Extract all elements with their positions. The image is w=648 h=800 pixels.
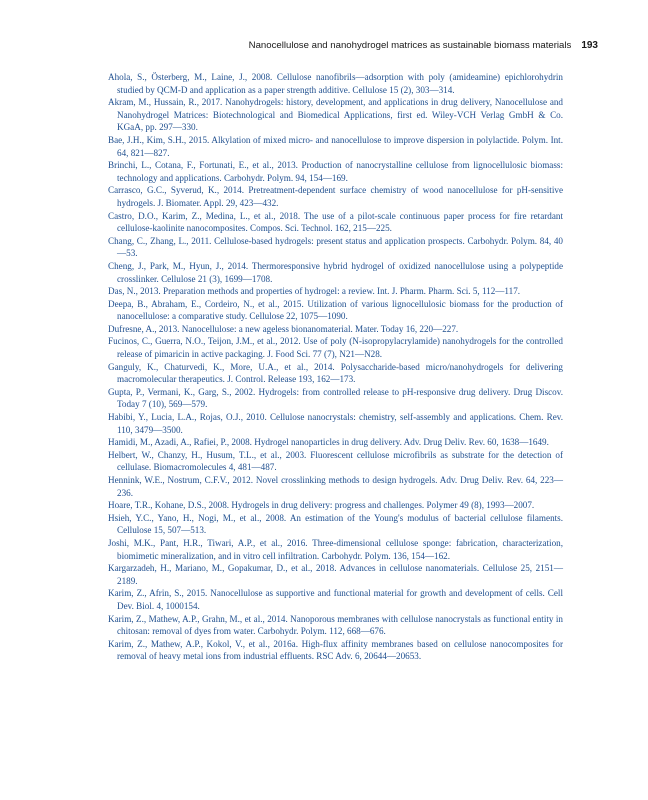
page-number: 193 (581, 40, 598, 51)
reference-item: Bae, J.H., Kim, S.H., 2015. Alkylation of mixed micro- and nanocellulose to improve dispersion in polylactide. Polym. Int. 64, 821—827. (108, 134, 563, 158)
reference-item: Karim, Z., Mathew, A.P., Grahn, M., et al., 2014. Nanoporous membranes with cellulose nanocrystals as functional entity in chitosan: removal of dyes from water. Carbohydr. Polym. 112, 668—676. (108, 613, 563, 637)
reference-item: Hoare, T.R., Kohane, D.S., 2008. Hydrogels in drug delivery: progress and challenges. Polymer 49 (8), 1993—2007. (108, 500, 535, 511)
reference-item: Joshi, M.K., Pant, H.R., Tiwari, A.P., et al., 2016. Three-dimensional cellulose sponge: fabrication, characterization, biomimetic mineralization, and in vitro cell infiltration. Carbohydr. Polym. 136, 154—162. (108, 537, 563, 561)
reference-item: Fucinos, C., Guerra, N.O., Teijon, J.M., et al., 2012. Use of poly (N-isopropylacrylamide) nanohydrogels for the controlled release of pimaricin in active packaging. J. Food Sci. 77 (7), N21—N28. (108, 336, 563, 360)
reference-item: Hsieh, Y.C., Yano, H., Nogi, M., et al., 2008. An estimation of the Young's modulus of bacterial cellulose filaments. Cellulose 15, 507—513. (108, 512, 563, 536)
reference-item: Cheng, J., Park, M., Hyun, J., 2014. Thermoresponsive hybrid hydrogel of oxidized nanocellulose using a polypeptide crosslinker. Cellulose 21 (3), 1699—1708. (108, 260, 563, 284)
reference-item: Gupta, P., Vermani, K., Garg, S., 2002. Hydrogels: from controlled release to pH-responsive drug delivery. Drug Discov. Today 7 (10), 569—579. (108, 386, 563, 410)
running-title: Nanocellulose and nanohydrogel matrices as sustainable biomass materials (248, 40, 572, 51)
reference-item: Das, N., 2013. Preparation methods and properties of hydrogel: a review. Int. J. Pharm. Pharm. Sci. 5, 112—117. (108, 286, 521, 297)
reference-item: Hennink, W.E., Nostrum, C.F.V., 2012. Novel crosslinking methods to design hydrogels. Adv. Drug Deliv. Rev. 64, 223—236. (108, 475, 563, 498)
reference-item: Dufresne, A., 2013. Nanocellulose: a new ageless bionanomaterial. Mater. Today 16, 220—227. (108, 323, 459, 334)
running-header (249, 40, 598, 51)
reference-item: Brinchi, L., Cotana, F., Fortunati, E., et al., 2013. Production of nanocrystalline cellulose from lignocellulosic biomass: technology and applications. Carbohydr. Polym. 94, 154—169. (108, 160, 563, 183)
reference-item: Chang, C., Zhang, L., 2011. Cellulose-based hydrogels: present status and application prospects. Carbohydr. Polym. 84, 40—53. (108, 235, 563, 259)
reference-item: Hamidi, M., Azadi, A., Rafiei, P., 2008. Hydrogel nanoparticles in drug delivery. Adv. Drug Deliv. Rev. 60, 1638—1649. (108, 437, 549, 448)
reference-list (108, 71, 563, 663)
reference-item: Karim, Z., Mathew, A.P., Kokol, V., et al., 2016a. High-flux affinity membranes based on cellulose nanocomposites for removal of heavy metal ions from industrial effluents. RSC Adv. 6, 20644—20653. (108, 638, 563, 662)
reference-item: Kargarzadeh, H., Mariano, M., Gopakumar, D., et al., 2018. Advances in cellulose nanomaterials. Cellulose 25, 2151—2189. (108, 563, 563, 586)
reference-item: Ganguly, K., Chaturvedi, K., More, U.A., et al., 2014. Polysaccharide-based micro/nanohydrogels for delivering macromolecular therapeutics. J. Control. Release 193, 162—173. (108, 361, 563, 385)
reference-item: Habibi, Y., Lucia, L.A., Rojas, O.J., 2010. Cellulose nanocrystals: chemistry, self-assembly and applications. Chem. Rev. 110, 3479—3500. (108, 412, 563, 435)
reference-item: Akram, M., Hussain, R., 2017. Nanohydrogels: history, development, and applications in drug delivery, Nanocellulose and Nanohydrogel Matrices: Biotechnological and Biomedical Applications, first ed. Wiley-VCH Verlag GmbH & Co. KGaA, pp. 297—330. (108, 97, 563, 133)
reference-item: Karim, Z., Afrin, S., 2015. Nanocellulose as supportive and functional material for growth and development of cells. Cell Dev. Biol. 4, 1000154. (108, 588, 563, 611)
reference-item: Deepa, B., Abraham, E., Cordeiro, N., et al., 2015. Utilization of various lignocellulosic biomass for the production of nanocellulose: a comparative study. Cellulose 22, 1075—1090. (108, 298, 563, 322)
reference-item: Castro, D.O., Karim, Z., Medina, L., et al., 2018. The use of a pilot-scale continuous paper process for fire retardant cellulose-kaolinite nanocomposites. Compos. Sci. Technol. 162, 215—225. (108, 210, 563, 234)
reference-item: Carrasco, G.C., Syverud, K., 2014. Pretreatment-dependent surface chemistry of wood nanocellulose for pH-sensitive hydrogels. J. Biomater. Appl. 29, 423—432. (108, 185, 563, 208)
reference-item: Ahola, S., Österberg, M., Laine, J., 2008. Cellulose nanofibrils—adsorption with poly (amideamine) epichlorohydrin studied by QCM-D and application as a paper strength additive. Cellulose 15 (2), 303—314. (108, 72, 563, 95)
reference-item: Helbert, W., Chanzy, H., Husum, T.L., et al., 2003. Fluorescent cellulose microfibrils as substrate for the detection of cellulase. Biomacromolecules 4, 481—487. (108, 449, 563, 473)
